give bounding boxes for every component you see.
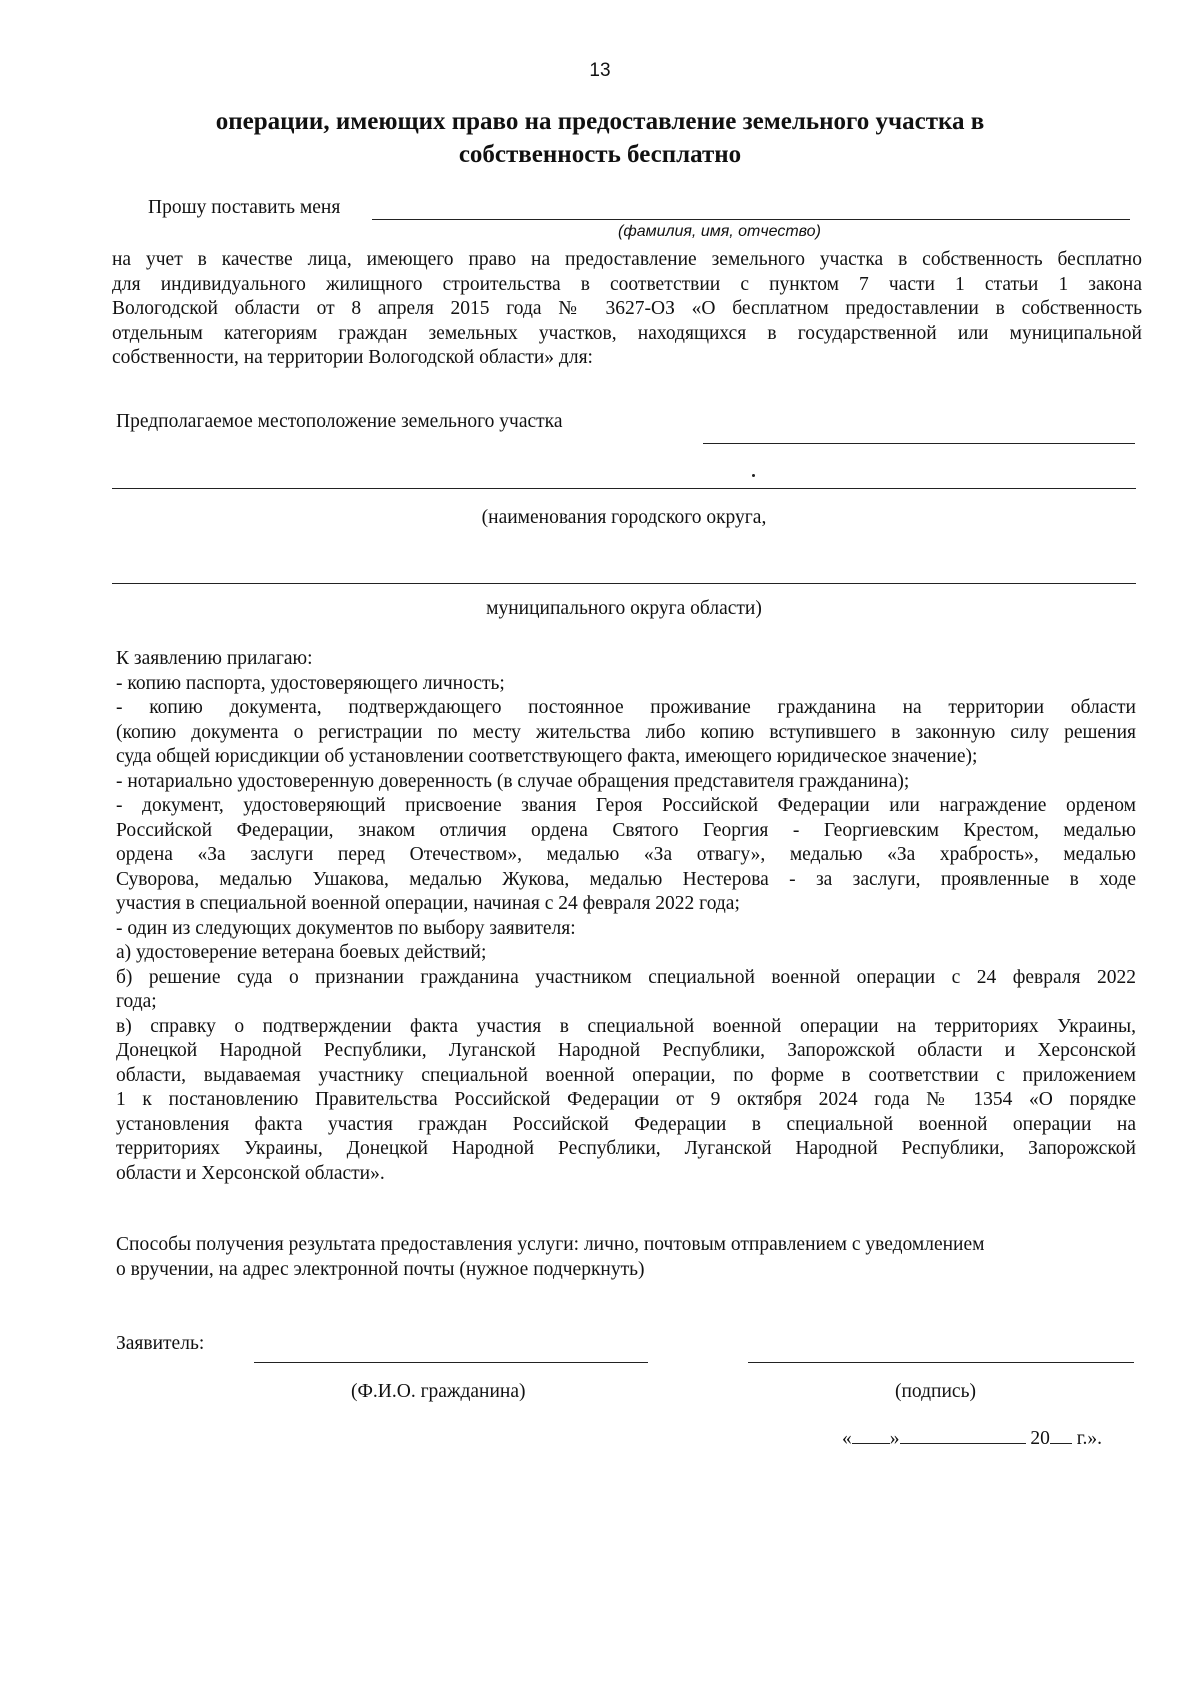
attachment-line: участия в специальной военной операции, начиная с 24 февраля 2022 года;: [116, 893, 740, 914]
stray-mark: [752, 474, 755, 477]
location-caption-2: муниципального округа области): [486, 598, 762, 619]
attachment-line: области, выдаваемая участнику специальной военной операции, по форме в соответствии с приложением: [116, 1064, 1136, 1086]
request-line: собственности, на территории Вологодской области» для:: [112, 347, 593, 368]
location-line-1[interactable]: [703, 443, 1135, 444]
signature-line[interactable]: [748, 1362, 1134, 1363]
location-line-3[interactable]: [112, 583, 1136, 584]
request-prefix: Прошу поставить меня: [148, 197, 341, 218]
request-paragraph: [112, 248, 1142, 371]
attachment-line: года;: [116, 991, 157, 1012]
attachment-line: территориях Украины, Донецкой Народной Республики, Луганской Народной Республики, Запорожской: [116, 1138, 1136, 1159]
delivery-line: о вручении, на адрес электронной почты (нужное подчеркнуть): [116, 1258, 645, 1280]
signature-caption: (подпись): [895, 1381, 976, 1402]
date-year-prefix: 20: [1030, 1428, 1050, 1449]
applicant-label: Заявитель:: [116, 1333, 205, 1354]
attachment-line: Донецкой Народной Республики, Луганской Народной Республики, Запорожской области и Херсонской: [116, 1040, 1136, 1061]
attachment-line: в) справку о подтверждении факта участия в специальной военной операции на территориях Украины,: [116, 1015, 1136, 1037]
date-year-blank[interactable]: [1050, 1425, 1072, 1444]
request-line: Вологодской области от 8 апреля 2015 года № 3627-ОЗ «О бесплатном предоставлении в собственность: [112, 298, 1142, 319]
attachment-line: Суворова, медалью Ушакова, медалью Жукова, медалью Нестерова - за заслуги, проявленные в ходе: [116, 868, 1136, 890]
date-day-blank[interactable]: [852, 1425, 890, 1444]
date-open-quote: «: [842, 1428, 852, 1449]
attachment-line: Российской Федерации, знаком отличия ордена Святого Георгия - Георгиевским Крестом, медалью: [116, 819, 1136, 841]
delivery-section: [116, 1233, 1116, 1282]
attachment-line: ордена «За заслуги перед Отечеством», медалью «За отвагу», медалью «За храбрость», медалью: [116, 844, 1136, 865]
attachments-intro: К заявлению прилагаю:: [116, 648, 313, 669]
attachment-line: - один из следующих документов по выбору заявителя:: [116, 917, 576, 939]
delivery-line: Способы получения результата предоставления услуги: лично, почтовым отправлением с уведомлением: [116, 1234, 985, 1255]
full-name-caption: (фамилия, имя, отчество): [618, 223, 821, 240]
attachments-section: [116, 647, 1136, 1186]
request-line: отдельным категориям граждан земельных участков, находящихся в государственной или муниципальной: [112, 322, 1142, 344]
location-line-2[interactable]: [112, 488, 1136, 489]
title-line-1: операции, имеющих право на предоставление земельного участка в: [215, 108, 985, 135]
date-close-quote: »: [889, 1428, 900, 1449]
attachment-line: суда общей юрисдикции об установлении соответствующего факта, имеющего юридическое значение);: [116, 746, 978, 767]
attachment-line: - копию паспорта, удостоверяющего личность;: [116, 672, 505, 694]
request-line: для индивидуального жилищного строительства в соответствии с пунктом 7 части 1 статьи 1 закона: [112, 273, 1142, 295]
attachment-line: б) решение суда о признании гражданина участником специальной военной операции с 24 февраля 2022: [116, 966, 1136, 988]
citizen-name-caption: (Ф.И.О. гражданина): [351, 1381, 526, 1402]
location-label: Предполагаемое местоположение земельного участка: [116, 411, 563, 432]
location-caption-1: (наименования городского округа,: [481, 507, 767, 528]
attachment-line: - нотариально удостоверенную доверенность (в случае обращения представителя гражданина);: [116, 770, 910, 792]
page-number: 13: [589, 60, 611, 81]
attachment-line: установления факта участия граждан Российской Федерации в специальной военной операции на: [116, 1113, 1136, 1135]
request-line: на учет в качестве лица, имеющего право на предоставление земельного участка в собственность бесплатно: [112, 249, 1142, 270]
date-month-blank[interactable]: [900, 1425, 1026, 1444]
full-name-line[interactable]: [372, 219, 1130, 220]
attachment-line: 1 к постановлению Правительства Российской Федерации от 9 октября 2024 года № 1354 «О порядке: [116, 1089, 1136, 1110]
date-year-suffix: г.».: [1076, 1428, 1103, 1449]
attachment-line: а) удостоверение ветерана боевых действий;: [116, 942, 487, 963]
citizen-name-line[interactable]: [254, 1362, 648, 1363]
date-field: [842, 1425, 1102, 1452]
attachment-line: области и Херсонской области».: [116, 1162, 385, 1184]
title-line-2: собственность бесплатно: [458, 141, 742, 168]
attachment-line: - копию документа, подтверждающего постоянное проживание гражданина на территории области: [116, 697, 1136, 718]
attachment-line: - документ, удостоверяющий присвоение звания Героя Российской Федерации или награждение орденом: [116, 795, 1136, 816]
document-title: [150, 105, 1050, 171]
attachment-line: (копию документа о регистрации по месту жительства либо копию вступившего в законную силу решения: [116, 721, 1136, 743]
